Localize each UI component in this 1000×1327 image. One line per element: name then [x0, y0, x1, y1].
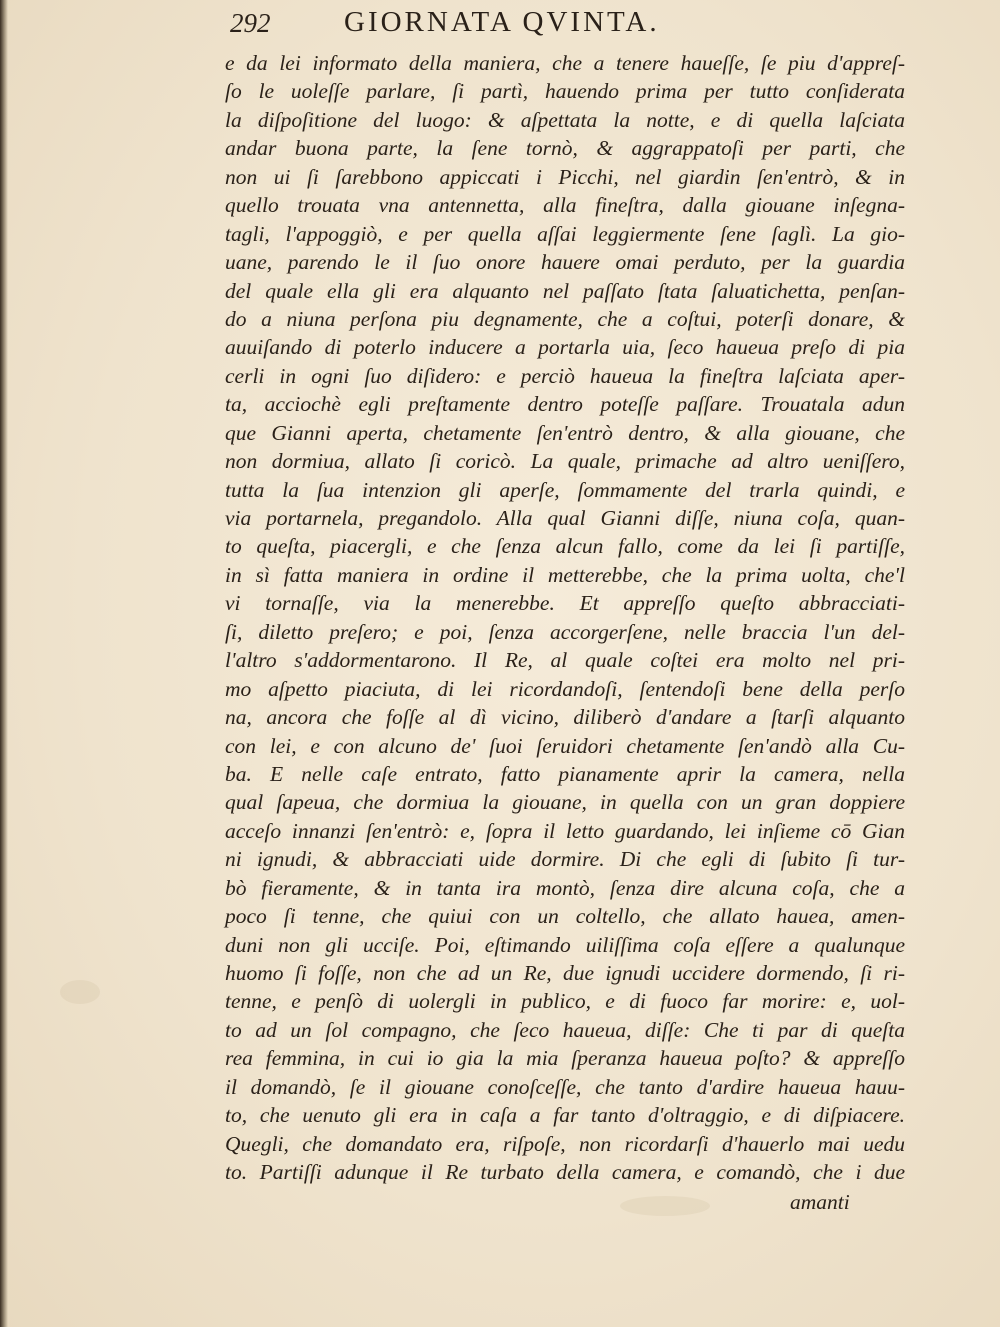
- text-line: vi tornaſſe, via la menerebbe. Et appreſſo queſto abbracciati-: [225, 591, 905, 616]
- text-line: na, ancora che foſſe al dì vicino, diliberò d'andare a ſtarſi alquanto: [225, 705, 905, 730]
- text-line: mo aſpetto piaciuta, di lei ricordandoſi, ſentendoſi bene della perſo: [225, 676, 905, 701]
- text-line: que Gianni aperta, chetamente ſen'entrò dentro, & alla giouane, che: [225, 420, 905, 445]
- paper-stain: [620, 1196, 710, 1216]
- text-line: tagli, l'appoggiò, e per quella aſſai leggiermente ſene ſaglì. La gio-: [225, 221, 905, 246]
- text-line: do a niuna perſona piu degnamente, che a coſtui, poterſi donare, &: [225, 306, 905, 331]
- text-line: auuiſando di poterlo inducere a portarla uia, ſeco haueua preſo di pia: [225, 335, 905, 360]
- text-line: non dormiua, allato ſi coricò. La quale, primache ad altro ueniſſero,: [225, 449, 905, 474]
- text-line: via portarnela, pregandolo. Alla qual Gianni diſſe, niuna coſa, quan-: [225, 506, 905, 530]
- body-text: [225, 49, 905, 1187]
- text-line: poco ſi tenne, che quiui con un coltello, che allato haueа, amen-: [225, 904, 905, 929]
- text-line: l'altro s'addormentarono. Il Re, al quale coſtei era molto nel pri-: [225, 648, 905, 673]
- page-header-title: GIORNATA QVINTA.: [344, 6, 660, 38]
- text-line: duni non gli ucciſe. Poi, eſtimando uiliſſima coſa eſſere a qualunque: [225, 932, 905, 957]
- page-binding-edge: [0, 0, 8, 1327]
- text-line: il domandò, ſe il giouane conoſceſſe, che tanto d'ardire haueua hauu-: [225, 1074, 905, 1099]
- running-head: [222, 0, 922, 44]
- text-line: Quegli, che domandato era, riſpoſe, non ricordarſi d'hauerlo mai uedu: [225, 1131, 905, 1156]
- text-line: acceſo innanzi ſen'entrò: e, ſopra il letto guardando, lei inſieme cō Gian: [225, 818, 905, 843]
- text-line: to queſta, piacergli, e che ſenza alcun fallo, come da lei ſi partiſſe,: [225, 534, 905, 559]
- text-line: bò fieramente, & in tanta ira montò, ſenza dire alcuna coſa, che a: [225, 875, 905, 900]
- text-line: la diſpoſitione del luogo: & aſpettata la notte, e di quella laſciata: [225, 107, 905, 132]
- text-line: to. Partiſſi adunque il Re turbato della camera, e comandò, che i due: [225, 1160, 905, 1185]
- paper-stain: [60, 980, 100, 1004]
- text-line: ba. E nelle caſe entrato, fatto pianamente aprir la camera, nella: [225, 761, 905, 786]
- text-line: ſo le uoleſſe parlare, ſi partì, hauendo prima per tutto conſiderata: [225, 79, 905, 104]
- text-line: e da lei informato della maniera, che a tenere haueſſe, ſe piu d'appreſ-: [225, 51, 905, 75]
- text-line: in sì fatta maniera in ordine il metterebbe, che la prima uolta, che'l: [225, 562, 905, 587]
- text-line: con lei, e con alcuno de' ſuoi ſeruidori chetamente ſen'andò alla Cu-: [225, 733, 905, 758]
- text-line: to ad un ſol compagno, che ſeco haueua, diſſe: Che ti par di queſta: [225, 1017, 905, 1042]
- text-line: tutta la ſua intenzion gli aperſe, ſommamente del trarla quindi, e: [225, 477, 905, 502]
- text-line: del quale ella gli era alquanto nel paſſato ſtata ſaluatichetta, penſan-: [225, 278, 905, 303]
- text-line: cerli in ogni ſuo diſidero: e perciò haueua la fineſtra laſciata aper-: [225, 363, 905, 388]
- text-line: to, che uenuto gli era in caſa a far tanto d'oltraggio, e di diſpiacere.: [225, 1103, 905, 1128]
- text-line: ta, acciochè egli preſtamente dentro poteſſe paſſare. Trouatala adun: [225, 392, 905, 417]
- text-line: huomo ſi foſſe, non che ad un Re, due ignudi uccidere dormendo, ſi ri-: [225, 961, 905, 985]
- text-line: non ui ſi ſarebbono appiccati i Picchi, nel giardin ſen'entrò, & in: [225, 164, 905, 189]
- text-line: tenne, e penſò di uolergli in publico, e di fuoco far morire: e, uol-: [225, 989, 905, 1014]
- text-line: ſi, diletto preſero; e poi, ſenza accorgerſene, nelle braccia l'un del-: [225, 619, 905, 644]
- page-number: 292: [230, 8, 271, 38]
- catchword: amanti: [790, 1190, 850, 1214]
- text-line: uane, parendo le il ſuo onore hauere omai perduto, per la guardia: [225, 250, 905, 275]
- text-line: quello trouata vna antennetta, alla fineſtra, dalla giouane inſegna-: [225, 193, 905, 218]
- text-line: rea femmina, in cui io gia la mia ſperanza haueua poſto? & appreſſo: [225, 1046, 905, 1071]
- text-line: ni ignudi, & abbracciati uide dormire. Di che egli di ſubito ſi tur-: [225, 847, 905, 872]
- text-line: andar buona parte, la ſene tornò, & aggrappatoſi per parti, che: [225, 136, 905, 161]
- text-line: qual ſapeua, che dormiua la giouane, in quella con un gran doppiere: [225, 790, 905, 815]
